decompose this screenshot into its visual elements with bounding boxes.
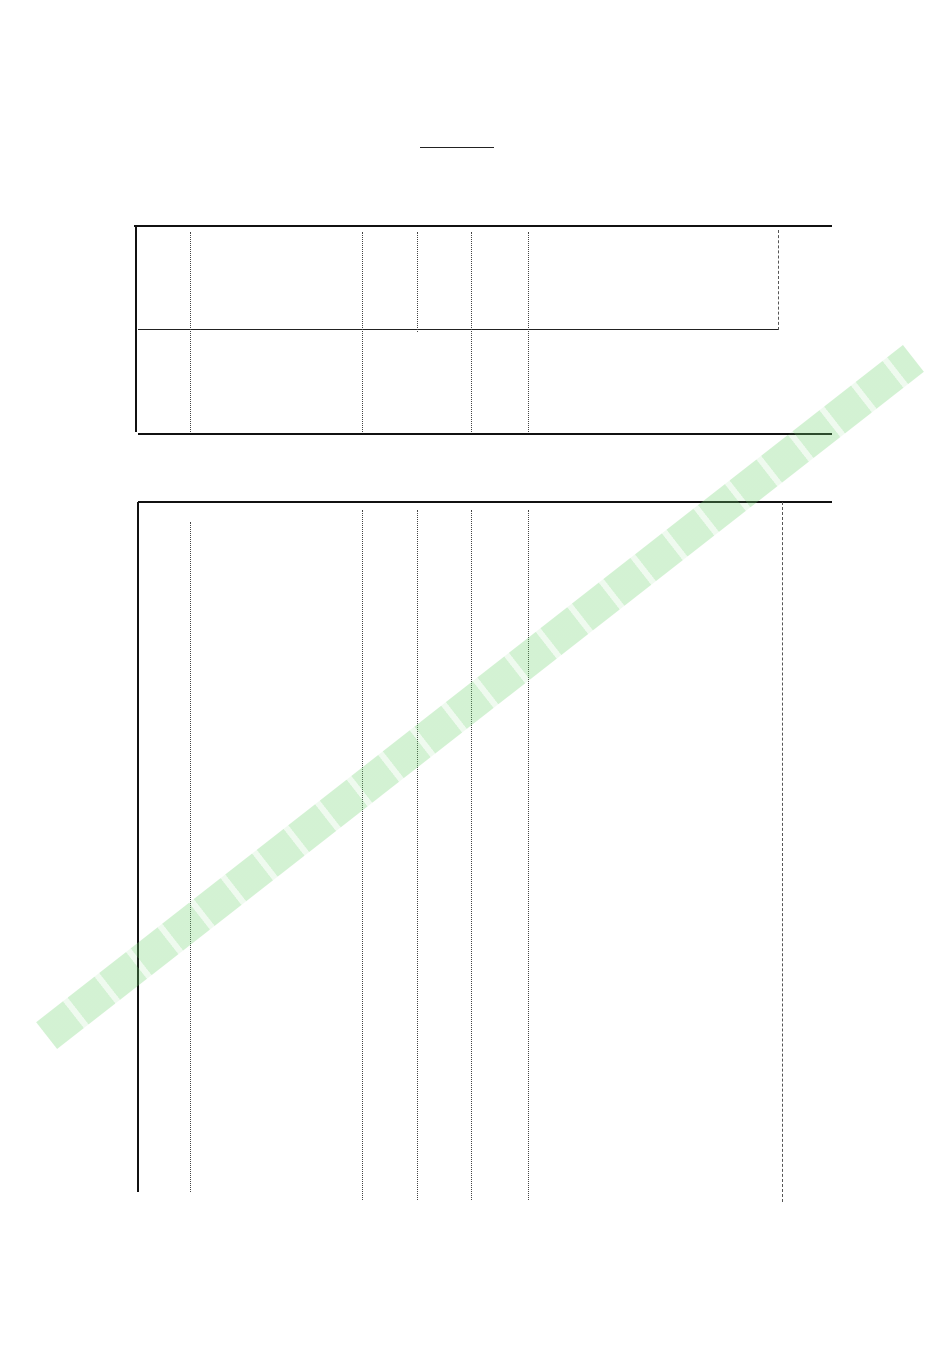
col-divider-name-lower	[362, 510, 363, 1200]
col-divider-c	[528, 232, 529, 432]
col-divider-no	[190, 232, 191, 432]
header-col-a	[368, 236, 412, 324]
col-divider-name	[362, 232, 363, 432]
col-divider-remarks	[778, 230, 779, 330]
col-divider-no-lower	[190, 522, 191, 1192]
table-left-border-bottom	[137, 502, 139, 1192]
header-bottom-rule	[138, 329, 778, 330]
col-divider-a	[417, 232, 418, 332]
section-divider-top	[138, 433, 832, 435]
col-divider-a-lower	[417, 510, 418, 1200]
page-number-rule	[420, 147, 494, 148]
col-divider-remarks-lower	[782, 502, 783, 1202]
table-top-rule	[134, 225, 832, 227]
table-left-border-top	[135, 226, 137, 432]
header-col-c	[476, 236, 524, 324]
col-divider-b-lower	[471, 510, 472, 1200]
col-divider-c-lower	[528, 510, 529, 1200]
col-divider-b	[471, 232, 472, 432]
header-col-b	[432, 236, 458, 324]
watermark	[36, 345, 924, 1049]
